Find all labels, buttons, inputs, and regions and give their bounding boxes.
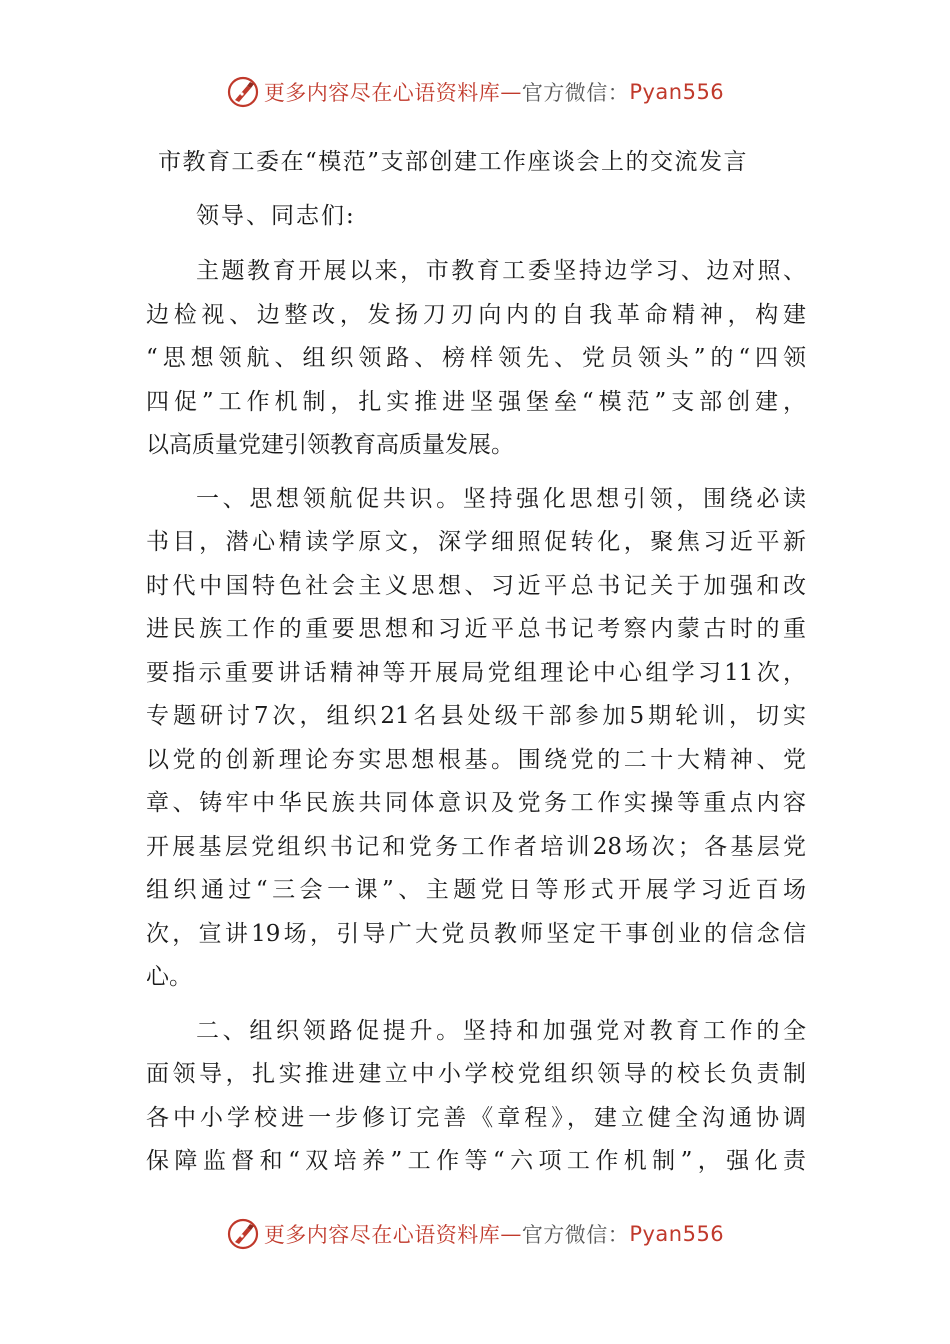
- text-line: “思想领航、组织领路、榜样领先、党员领头”的“四领: [146, 345, 806, 371]
- text-line: 四促”工作机制，扎实推进坚强堡垒“模范”支部创建，: [146, 388, 806, 415]
- banner-separator: —: [500, 80, 522, 104]
- text-line: 保障监督和“双培养”工作等“六项工作机制”，强化责: [146, 1148, 806, 1174]
- banner-brand-text: 更多内容尽在心语资料库: [263, 81, 501, 105]
- text-line: 书目，潜心精读学原文，深学细照促转化，聚焦习近平新: [146, 529, 806, 555]
- text-line: 以党的创新理论夯实思想根基。围绕党的二十大精神、党: [146, 746, 806, 773]
- document-title: 市教育工委在“模范”支部创建工作座谈会上的交流发言: [158, 149, 749, 175]
- text-line: 以高质量党建引领教育高质量发展。: [146, 432, 514, 458]
- salutation: 领导、同志们:: [196, 203, 356, 229]
- text-line: 各中小学校进一步修订完善《章程》，建立健全沟通协调: [146, 1104, 806, 1131]
- text-line: 次，宣讲19场，引导广大党员教师坚定干事创业的信念信: [146, 920, 806, 947]
- text-line: 章、铸牢中华民族共同体意识及党务工作实操等重点内容: [146, 790, 806, 816]
- document-body: [146, 250, 806, 1194]
- text-line: 主题教育开展以来，市教育工委坚持边学习、边对照、: [196, 258, 806, 284]
- text-line: 二、组织领路促提升。坚持和加强党对教育工作的全: [196, 1017, 806, 1044]
- banner-separator: —: [500, 1222, 522, 1246]
- paragraph-intro: [146, 250, 806, 468]
- header-banner[interactable]: [0, 72, 950, 112]
- pen-nib-logo-icon: [226, 75, 260, 109]
- banner-wechat-id: Pyan556: [629, 1222, 725, 1246]
- text-line: 心。: [146, 964, 192, 990]
- text-line: 进民族工作的重要思想和习近平总书记考察内蒙古时的重: [146, 616, 806, 642]
- text-line: 边检视、边整改，发扬刀刃向内的自我革命精神，构建: [146, 301, 806, 328]
- banner-brand-text: 更多内容尽在心语资料库: [263, 1223, 501, 1247]
- pen-nib-logo-icon: [226, 1217, 260, 1251]
- text-line: 时代中国特色社会主义思想、习近平总书记关于加强和改: [146, 572, 806, 599]
- paragraph-section-2: [146, 1010, 806, 1184]
- paragraph-section-1: [146, 478, 806, 1000]
- footer-banner[interactable]: [0, 1214, 950, 1254]
- banner-official-label: 官方微信：: [521, 1223, 630, 1247]
- text-line: 要指示重要讲话精神等开展局党组理论中心组学习11次，: [146, 659, 806, 686]
- banner-official-label: 官方微信：: [521, 81, 630, 105]
- text-line: 组织通过“三会一课”、主题党日等形式开展学习近百场: [146, 877, 806, 903]
- text-line: 专题研讨7次，组织21名县处级干部参加5期轮训，切实: [146, 703, 806, 729]
- banner-wechat-id: Pyan556: [629, 80, 725, 104]
- text-line: 面领导，扎实推进建立中小学校党组织领导的校长负责制: [146, 1061, 806, 1087]
- text-line: 一、思想领航促共识。坚持强化思想引领，围绕必读: [196, 485, 806, 512]
- text-line: 开展基层党组织书记和党务工作者培训28场次；各基层党: [146, 833, 806, 860]
